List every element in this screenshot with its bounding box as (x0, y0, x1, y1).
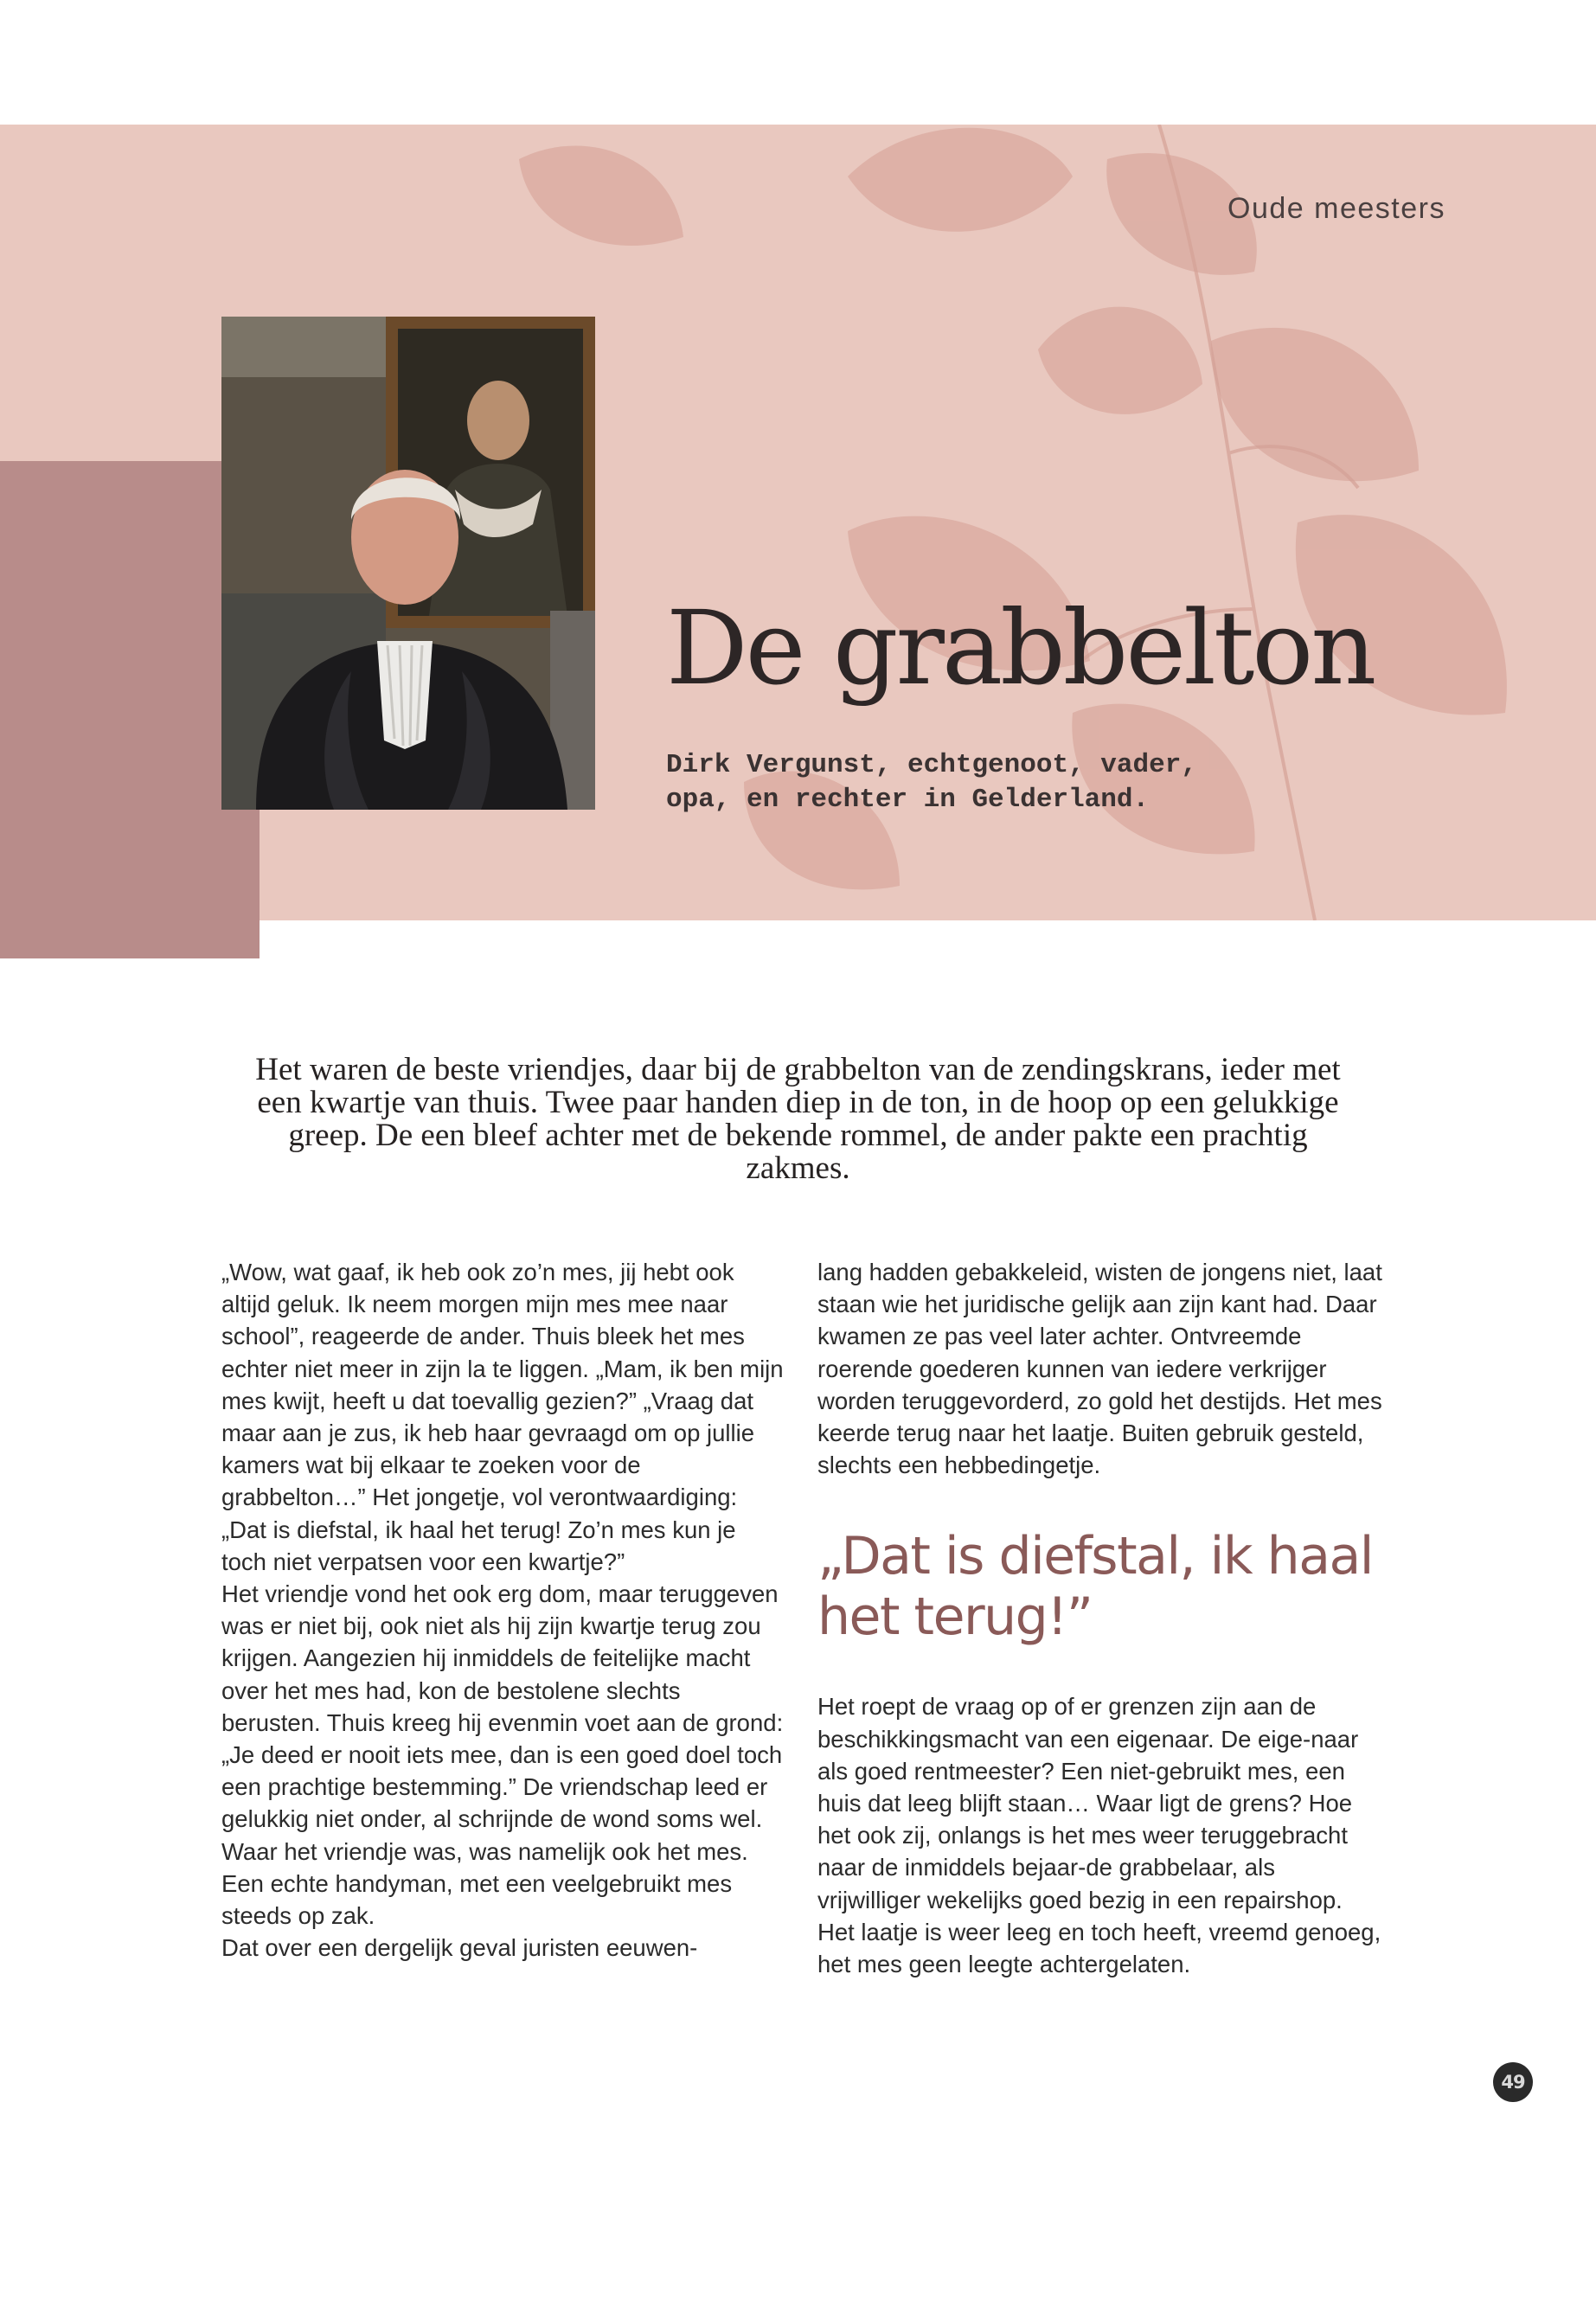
article-intro: Het waren de beste vriendjes, daar bij de grabbelton van de zendingskrans, ieder met een kwartje van thuis. Twee paar handen diep in de ton, in de hoop op een gelukkige greep. De een bleef achter met de bekende rommel, de ander pakte een prachtig zakmes. (255, 1052, 1341, 1186)
body-paragraph: Dat over een dergelijk geval juristen eeuwen- (221, 1934, 698, 1962)
portrait-illustration (221, 317, 595, 810)
section-label: Oude meesters (1227, 192, 1445, 225)
article-title: De grabbelton (666, 588, 1375, 708)
article-subtitle: Dirk Vergunst, echtgenoot, vader, opa, en rechter in Gelderland. (666, 750, 1197, 815)
body-paragraph: lang hadden gebakkeleid, wisten de jongens niet, laat staan wie het juridische gelijk aan zijn kant had. Daar kwamen ze pas veel later achter. Ontvreemde roerende goederen kunnen van iedere verkrijger worden teruggevorderd, zo gold het destijds. Het mes keerde terug naar het laatje. Buiten gebruik gesteld, slechts een hebbedingetje. (817, 1259, 1382, 1479)
body-column-left (221, 1256, 784, 1964)
judge-portrait-photo (221, 317, 595, 810)
page-number: 49 (1493, 2062, 1533, 2102)
body-paragraph: Het vriendje vond het ook erg dom, maar teruggeven was er niet bij, ook niet als hij zijn kwartje terug zou krijgen. Aangezien hij inmiddels de feitelijke macht over het mes had, kon de bestolene slechts berusten. Thuis kreeg hij evenmin voet aan de grond: „Je deed er nooit iets mee, dan is een goed doel toch een prachtige bestemming.” De vriendschap leed er gelukkig niet onder, al schrijnde de wond soms wel. Waar het vriendje was, was namelijk ook het mes. Een echte handyman, met een veelgebruikt mes steeds op zak. (221, 1580, 784, 1930)
accent-block-decoration (0, 461, 260, 958)
body-column-right (817, 1256, 1384, 1980)
pull-quote: „Dat is diefstal, ik haal het terug!” (817, 1526, 1373, 1648)
body-paragraph: Het roept de vraag op of er grenzen zijn aan de beschikkingsmacht van een eigenaar. De eige-naar als goed rentmeester? Een niet-gebruikt mes, een huis dat leeg blijft staan… Waar ligt de grens? Hoe het ook zij, onlangs is het mes weer teruggebracht naar de inmiddels bejaar-de grabbelaar, als vrijwilliger wekelijks goed bezig in een repairshop. Het laatje is weer leeg en toch heeft, vreemd genoeg, het mes geen leegte achtergelaten. (817, 1693, 1381, 1978)
body-paragraph: „Wow, wat gaaf, ik heb ook zo’n mes, jij hebt ook altijd geluk. Ik neem morgen mijn mes mee naar school”, reageerde de ander. Thuis bleek het mes echter niet meer in zijn la te liggen. „Mam, ik ben mijn mes kwijt, heeft u dat toevallig gezien?” „Vraag dat maar aan je zus, ik heb haar gevraagd om op jullie kamers wat bij elkaar te zoeken voor de grabbelton…” Het jongetje, vol verontwaardiging: „Dat is diefstal, ik haal het terug! Zo’n mes kun je toch niet verpatsen voor een kwartje?” (221, 1259, 784, 1575)
